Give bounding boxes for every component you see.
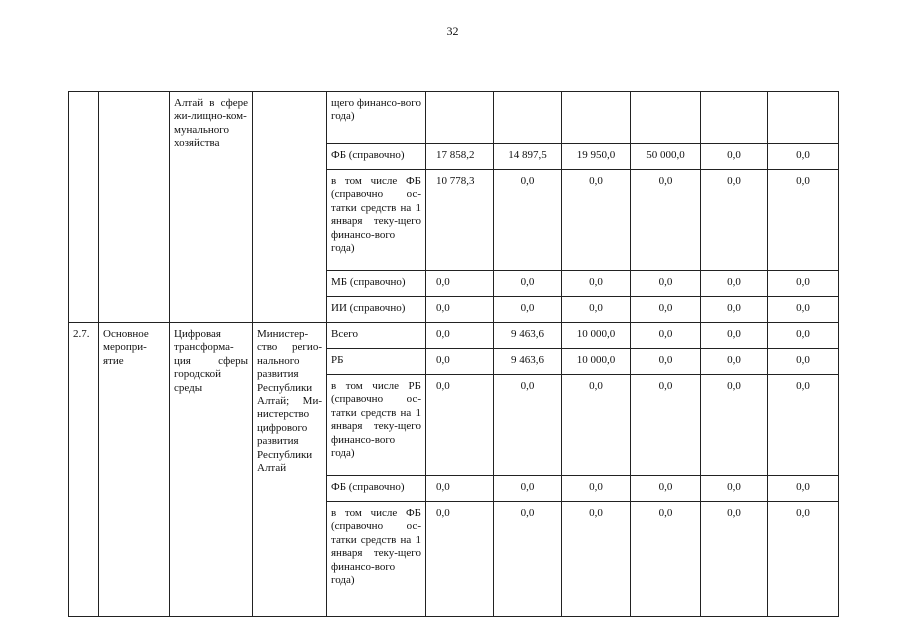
amount-cell: 0,0 [701, 271, 768, 297]
amount-cell: 14 897,5 [494, 144, 562, 170]
amount-cell: 0,0 [494, 170, 562, 271]
amount-cell: 0,0 [494, 297, 562, 323]
amount-cell [562, 92, 631, 144]
executor-cell [253, 92, 327, 323]
amount-cell: 0,0 [426, 502, 494, 617]
amount-cell: 0,0 [701, 323, 768, 349]
amount-cell: 9 463,6 [494, 349, 562, 375]
amount-cell: 0,0 [768, 297, 839, 323]
funding-source-cell: ФБ (справочно) [327, 144, 426, 170]
amount-cell [426, 92, 494, 144]
amount-cell: 0,0 [562, 297, 631, 323]
amount-cell: 0,0 [701, 297, 768, 323]
item-name-cell: Алтай в сфере жи-лищно-ком-мунального хозяйства [170, 92, 253, 323]
funding-table [68, 91, 839, 617]
amount-cell: 0,0 [631, 476, 701, 502]
amount-cell: 10 778,3 [426, 170, 494, 271]
amount-cell: 0,0 [562, 170, 631, 271]
amount-cell: 0,0 [768, 476, 839, 502]
amount-cell: 50 000,0 [631, 144, 701, 170]
funding-source-cell: МБ (справочно) [327, 271, 426, 297]
amount-cell: 0,0 [701, 476, 768, 502]
amount-cell: 0,0 [562, 476, 631, 502]
funding-source-cell: щего финансо-вого года) [327, 92, 426, 144]
amount-cell: 0,0 [701, 144, 768, 170]
amount-cell: 0,0 [562, 375, 631, 476]
funding-source-cell: ФБ (справочно) [327, 476, 426, 502]
amount-cell: 0,0 [768, 375, 839, 476]
amount-cell: 9 463,6 [494, 323, 562, 349]
amount-cell: 0,0 [631, 349, 701, 375]
amount-cell: 0,0 [494, 476, 562, 502]
funding-source-cell: ИИ (справочно) [327, 297, 426, 323]
amount-cell: 0,0 [494, 271, 562, 297]
amount-cell: 19 950,0 [562, 144, 631, 170]
amount-cell: 0,0 [426, 297, 494, 323]
amount-cell: 0,0 [426, 476, 494, 502]
amount-cell: 0,0 [701, 349, 768, 375]
amount-cell: 0,0 [562, 502, 631, 617]
funding-source-cell: в том числе РБ (справочно ос-татки средств на 1 января теку-щего финансо-вого года) [327, 375, 426, 476]
amount-cell: 10 000,0 [562, 349, 631, 375]
amount-cell: 0,0 [426, 349, 494, 375]
amount-cell: 0,0 [631, 271, 701, 297]
amount-cell: 0,0 [494, 502, 562, 617]
item-type-cell: Основное меропри-ятие [99, 323, 170, 617]
amount-cell: 0,0 [631, 170, 701, 271]
item-name-cell: Цифровая трансформа-ция сферы городской среды [170, 323, 253, 617]
amount-cell: 0,0 [768, 271, 839, 297]
table-row [69, 323, 839, 349]
amount-cell: 0,0 [562, 271, 631, 297]
amount-cell [768, 92, 839, 144]
amount-cell: 0,0 [631, 297, 701, 323]
amount-cell [631, 92, 701, 144]
amount-cell: 0,0 [701, 502, 768, 617]
amount-cell: 0,0 [768, 170, 839, 271]
amount-cell: 0,0 [426, 271, 494, 297]
amount-cell: 17 858,2 [426, 144, 494, 170]
amount-cell: 0,0 [631, 502, 701, 617]
funding-source-cell: РБ [327, 349, 426, 375]
amount-cell: 0,0 [426, 375, 494, 476]
amount-cell [701, 92, 768, 144]
item-number-cell: 2.7. [69, 323, 99, 617]
amount-cell: 10 000,0 [562, 323, 631, 349]
page-number: 32 [446, 24, 459, 38]
amount-cell: 0,0 [701, 375, 768, 476]
amount-cell: 0,0 [768, 502, 839, 617]
amount-cell: 0,0 [768, 323, 839, 349]
funding-source-cell: в том числе ФБ (справочно ос-татки средств на 1 января теку-щего финансо-вого года) [327, 502, 426, 617]
amount-cell: 0,0 [768, 349, 839, 375]
amount-cell: 0,0 [701, 170, 768, 271]
table-row [69, 92, 839, 144]
amount-cell: 0,0 [631, 375, 701, 476]
item-number-cell [69, 92, 99, 323]
amount-cell: 0,0 [494, 375, 562, 476]
executor-cell: Министер-ство регио-нального развития Республики Алтай; Ми-нистерство цифрового развития Республики Алтай [253, 323, 327, 617]
funding-source-cell: Всего [327, 323, 426, 349]
amount-cell: 0,0 [631, 323, 701, 349]
amount-cell: 0,0 [768, 144, 839, 170]
funding-source-cell: в том числе ФБ (справочно ос-татки средств на 1 января теку-щего финансо-вого года) [327, 170, 426, 271]
item-type-cell [99, 92, 170, 323]
amount-cell: 0,0 [426, 323, 494, 349]
amount-cell [494, 92, 562, 144]
